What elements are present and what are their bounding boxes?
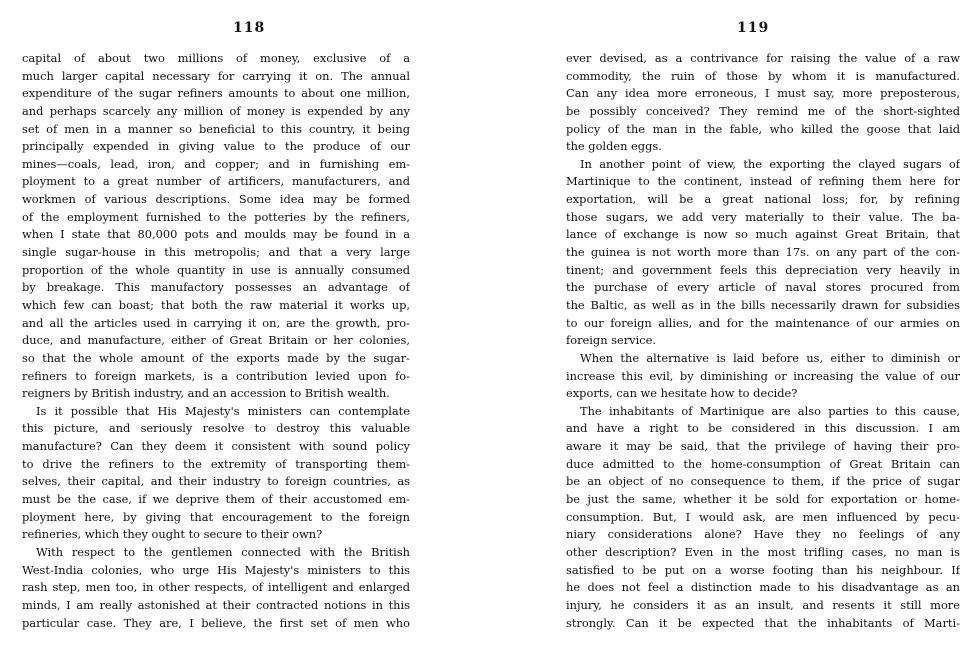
text-line: the purchase of every article of naval stores procured from xyxy=(566,280,960,295)
text-line: In another point of view, the exporting the clayed sugars of xyxy=(580,156,960,171)
text-line: With respect to the gentlemen connected with the British xyxy=(36,544,410,559)
left-page-text xyxy=(22,50,410,632)
text-line: ployment to a great number of artificers, manufacturers, and xyxy=(22,174,410,189)
text-line: set of men in a manner so beneficial to this country, it being xyxy=(22,121,410,136)
text-line: this picture, and seriously resolve to destroy this valuable xyxy=(22,421,410,436)
text-line: be an object of no consequence to them, if the price of sugar xyxy=(566,474,960,489)
text-line: ployment here, by giving that encouragement to the foreign xyxy=(22,509,410,524)
text-line: principally expended in giving value to the produce of our xyxy=(22,139,410,154)
text-line: When the alternative is laid before us, either to diminish or xyxy=(580,350,960,365)
text-line: much larger capital necessary for carrying it on. The annual xyxy=(22,68,410,83)
right-page-text xyxy=(566,50,960,632)
text-line: refiners to foreign markets, is a contribution levied upon fo- xyxy=(22,368,410,383)
text-line: by breakage. This manufactory possesses an advantage of xyxy=(22,280,410,295)
text-line: commodity, the ruin of those by whom it is manufactured. xyxy=(566,68,960,83)
text-line: when I state that 80,000 pots and moulds may be found in a xyxy=(22,227,410,242)
text-line: satisfied to be put on a worse footing than his neighbour. If xyxy=(566,562,960,577)
text-line: consumption. But, I would ask, are men influenced by pecu- xyxy=(566,509,960,524)
text-line: increase this evil, by diminishing or increasing the value of our xyxy=(566,368,960,383)
text-line: be possibly conceived? They remind me of the short-sighted xyxy=(566,103,960,118)
text-line: other description? Even in the most trifling cases, no man is xyxy=(566,544,960,559)
text-line: workmen of various descriptions. Some idea may be formed xyxy=(22,192,410,207)
text-line: and perhaps scarcely any million of money is expended by any xyxy=(22,103,410,118)
right-page-number: 119 xyxy=(737,20,770,36)
text-line: must be the case, if we deprive them of their accustomed em- xyxy=(22,492,410,507)
text-line: capital of about two millions of money, exclusive of a xyxy=(22,51,410,65)
text-line: particular case. They are, I believe, the first set of men who xyxy=(22,615,410,630)
text-line: exportation, will be a great national loss; for, by refining xyxy=(566,192,960,207)
text-line: those sugars, we add very materially to their value. The ba- xyxy=(566,209,960,224)
text-line: tinent; and government feels this depreciation very heavily in xyxy=(566,262,960,277)
text-line: aware it may be said, that the privilege of having their pro- xyxy=(566,439,960,454)
text-line: The inhabitants of Martinique are also parties to this cause, xyxy=(580,403,960,418)
text-line: so that the whole amount of the exports made by the sugar- xyxy=(22,350,410,365)
text-line: to our foreign allies, and for the maintenance of our armies on xyxy=(566,315,960,330)
text-line: rash step, men too, in other respects, of intelligent and enlarged xyxy=(22,580,410,595)
text-line: duce admitted to the home-consumption of Great Britain can xyxy=(566,456,960,471)
text-line: Can any idea more erroneous, I must say, more preposterous, xyxy=(566,86,960,101)
text-line: and all the articles used in carrying it on, are the growth, pro- xyxy=(22,315,410,330)
text-line: minds, I am really astonished at their contracted notions in this xyxy=(22,597,410,612)
text-line: policy of the man in the fable, who killed the goose that laid xyxy=(566,121,960,136)
text-line: lance of exchange is now so much against Great Britain, that xyxy=(566,227,960,242)
text-line: the golden eggs. xyxy=(566,139,662,154)
text-line: single sugar-house in this metropolis; and that a very large xyxy=(22,245,410,260)
text-line: reigners by British industry, and an accession to British wealth. xyxy=(22,386,390,401)
text-line: the Baltic, as well as in the bills necessarily drawn for subsidies xyxy=(566,297,960,312)
text-line: manufacture? Can they deem it consistent with sound policy xyxy=(22,439,410,454)
text-line: be just the same, whether it be sold for exportation or home- xyxy=(566,492,960,507)
text-line: niary considerations alone? Have they no feelings of any xyxy=(566,527,960,542)
text-line: strongly. Can it be expected that the inhabitants of Marti- xyxy=(566,615,960,630)
text-line: Is it possible that His Majesty's ministers can contemplate xyxy=(36,403,410,418)
text-line: the guinea is not worth more than 17s. on any part of the con- xyxy=(566,245,960,260)
text-line: selves, their capital, and their industry to foreign countries, as xyxy=(22,474,410,489)
text-line: injury, he considers it as an insult, and resents it still more xyxy=(566,597,960,612)
text-line: he does not feel a distinction made to his disadvantage as an xyxy=(566,580,960,595)
text-line: proportion of the whole quantity in use is annually consumed xyxy=(22,262,410,277)
text-line: Martinique to the continent, instead of refining them here for xyxy=(566,174,960,189)
right-page xyxy=(490,0,980,659)
text-line: ever devised, as a contrivance for raising the value of a raw xyxy=(566,51,960,65)
text-line: to drive the refiners to the extremity of transporting them- xyxy=(22,456,410,471)
text-line: foreign service. xyxy=(566,333,657,348)
text-line: expenditure of the sugar refiners amounts to about one million, xyxy=(22,86,410,101)
text-line: of the employment furnished to the potteries by the refiners, xyxy=(22,209,410,224)
text-line: exports, can we hesitate how to decide? xyxy=(566,386,798,401)
text-line: duce, and manufacture, either of Great Britain or her colonies, xyxy=(22,333,410,348)
left-page-number: 118 xyxy=(233,20,266,36)
text-line: and have a right to be considered in this discussion. I am xyxy=(566,421,960,436)
text-line: which few can boast; that both the raw material it works up, xyxy=(22,297,410,312)
text-line: West-India colonies, who urge His Majesty's ministers to this xyxy=(22,562,410,577)
text-line: mines—coals, lead, iron, and copper; and in furnishing em- xyxy=(22,156,410,171)
text-line: refineries, which they ought to secure to their own? xyxy=(22,527,323,542)
